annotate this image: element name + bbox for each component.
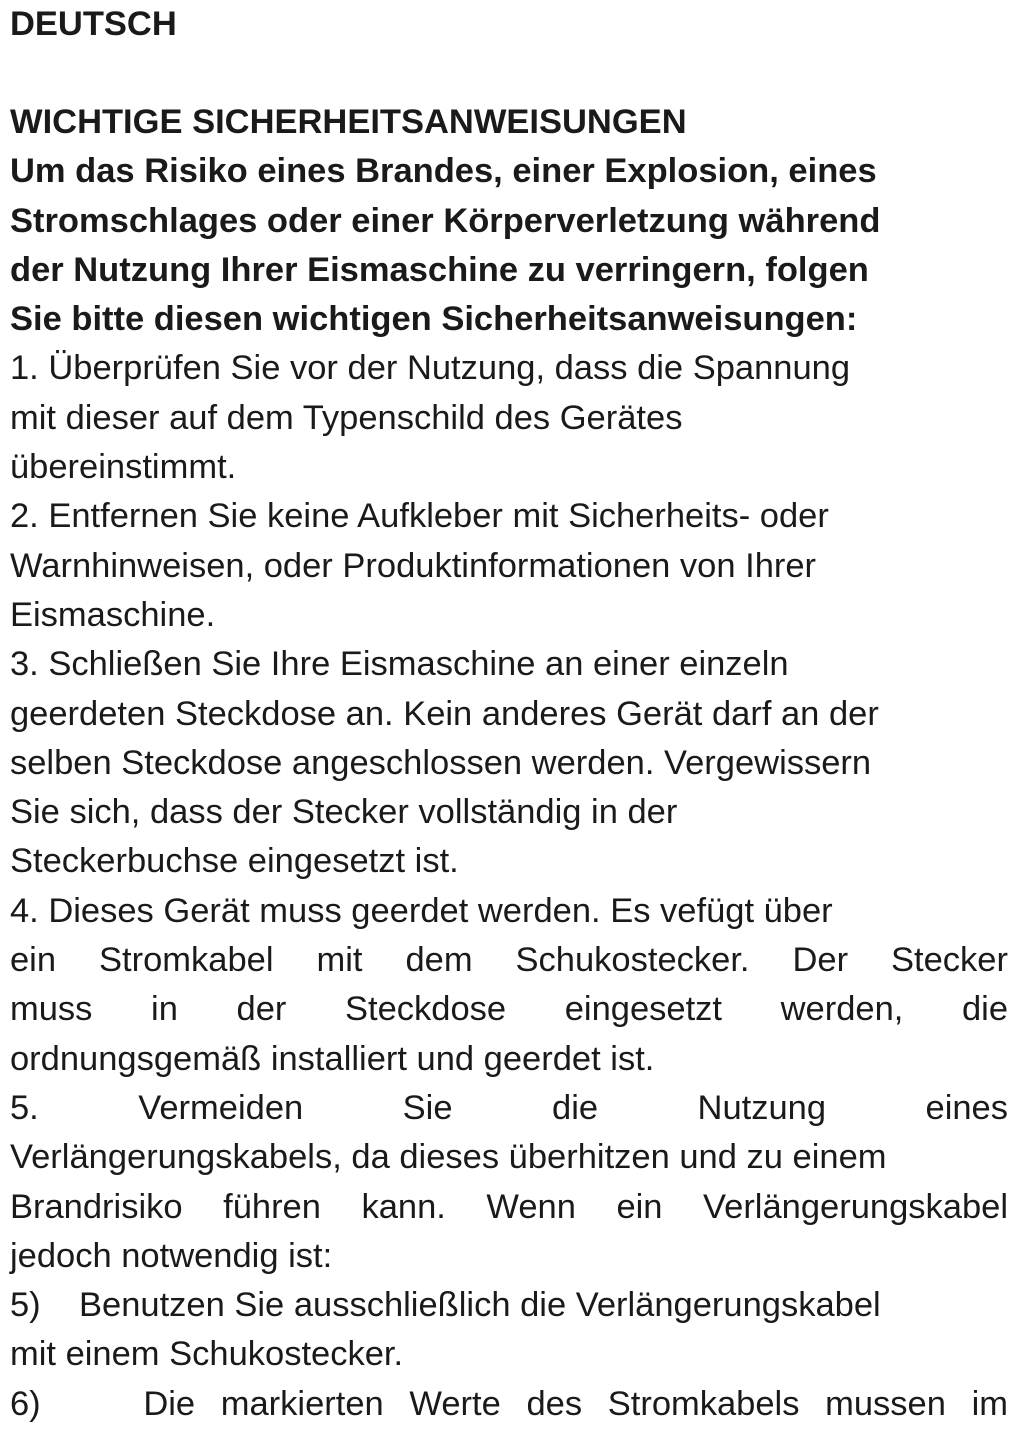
instruction-item-2 xyxy=(10,492,1008,640)
instruction-line: übereinstimmt. xyxy=(10,448,237,487)
instruction-item-3 xyxy=(10,640,1008,886)
language-label: DEUTSCH xyxy=(10,5,177,43)
instruction-line: jedoch notwendig ist: xyxy=(10,1236,333,1275)
instruction-line: selben Steckdose angeschlossen werden. Vergewissern xyxy=(10,743,872,782)
instruction-line: 5. Vermeiden Sie die Nutzung eines xyxy=(10,1088,1008,1127)
instruction-item-6-sub xyxy=(10,1380,1008,1429)
instruction-line: Steckerbuchse eingesetzt ist. xyxy=(10,842,459,881)
instruction-line: ordnungsgemäß installiert und geerdet ist. xyxy=(10,1039,655,1078)
instruction-line: Brandrisiko führen kann. Wenn ein Verlängerungskabel xyxy=(10,1187,1008,1226)
instruction-line: 5) Benutzen Sie ausschließlich die Verlängerungskabel xyxy=(10,1286,881,1325)
instruction-line: Warnhinweisen, oder Produktinformationen von Ihrer xyxy=(10,546,817,585)
instruction-item-4 xyxy=(10,887,1008,1084)
manual-page xyxy=(10,0,1008,1429)
instruction-line: geerdeten Steckdose an. Kein anderes Gerät darf an der xyxy=(10,694,879,733)
instruction-line: Verlängerungskabels, da dieses überhitzen und zu einem xyxy=(10,1138,887,1177)
instruction-line: 1. Überprüfen Sie vor der Nutzung, dass die Spannung xyxy=(10,349,851,388)
intro-text xyxy=(10,147,1008,344)
intro-line: Stromschlages oder einer Körperverletzung während xyxy=(10,201,881,240)
instruction-line: mit einem Schukostecker. xyxy=(10,1335,404,1374)
intro-line: Sie bitte diesen wichtigen Sicherheitsanweisungen: xyxy=(10,300,858,339)
instruction-line: Eismaschine. xyxy=(10,595,216,634)
instruction-line: mit dieser auf dem Typenschild des Gerätes xyxy=(10,398,683,437)
instruction-line: muss in der Steckdose eingesetzt werden, die xyxy=(10,990,1008,1029)
instruction-line: 3. Schließen Sie Ihre Eismaschine an einer einzeln xyxy=(10,645,789,684)
intro-line: Um das Risiko eines Brandes, einer Explosion, eines xyxy=(10,152,877,191)
instruction-line: 6) Die markierten Werte des Stromkabels mussen im xyxy=(10,1384,1008,1423)
intro-line: der Nutzung Ihrer Eismaschine zu verringern, folgen xyxy=(10,250,869,289)
instruction-item-5 xyxy=(10,1084,1008,1281)
safety-intro xyxy=(10,98,1008,344)
section-heading: WICHTIGE SICHERHEITSANWEISUNGEN xyxy=(10,103,687,141)
instruction-line: Sie sich, dass der Stecker vollständig in der xyxy=(10,793,678,832)
instruction-line: 2. Entfernen Sie keine Aufkleber mit Sicherheits- oder xyxy=(10,497,829,536)
spacer xyxy=(10,49,1008,98)
instruction-item-5-sub xyxy=(10,1281,1008,1380)
instruction-line: ein Stromkabel mit dem Schukostecker. Der Stecker xyxy=(10,941,1008,980)
instruction-item-1 xyxy=(10,344,1008,492)
instruction-line: 4. Dieses Gerät muss geerdet werden. Es vefügt über xyxy=(10,891,833,930)
